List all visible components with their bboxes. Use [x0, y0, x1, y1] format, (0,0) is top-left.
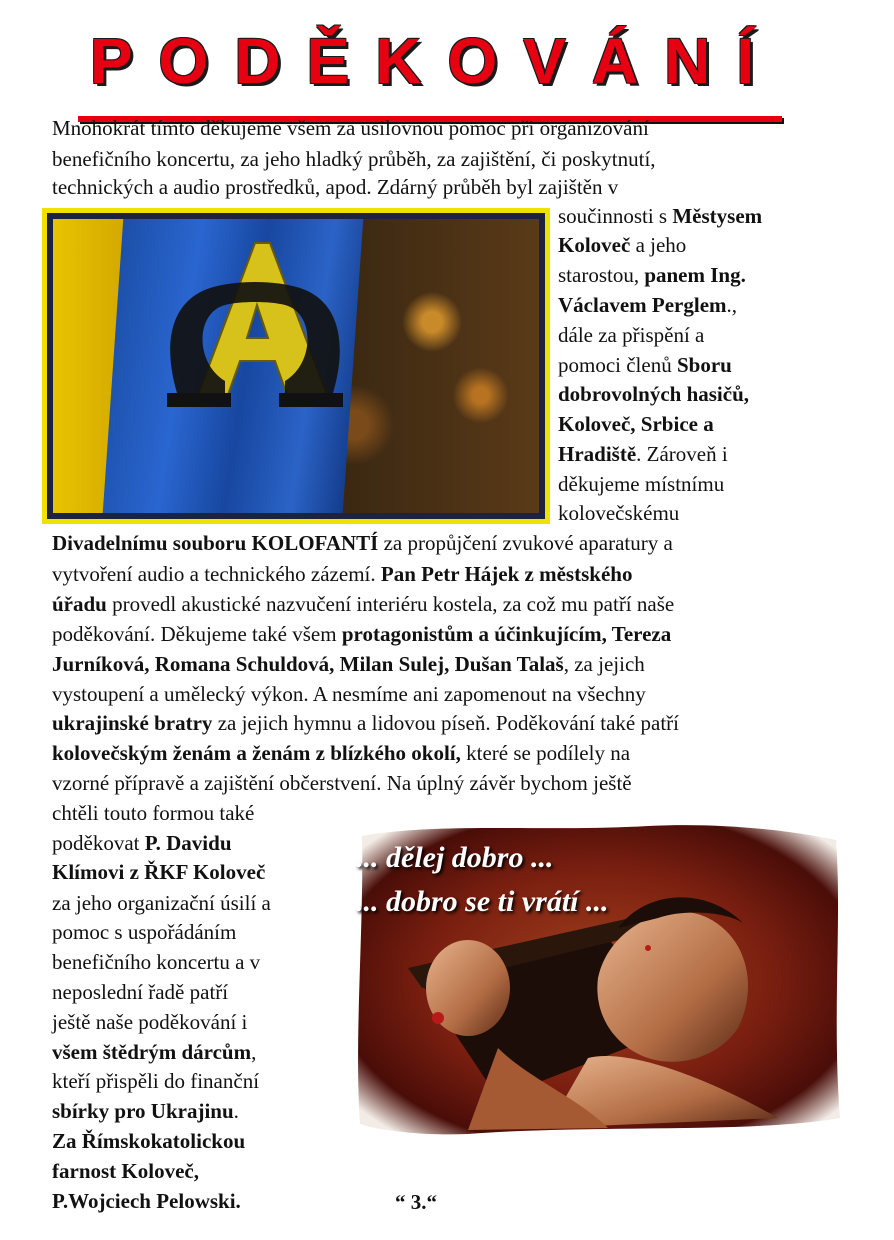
right-col-line-11: kolovečskému — [558, 501, 680, 525]
left-col-line-4: za jeho organizační úsilí a — [52, 891, 271, 915]
intro-line-3: technických a audio prostředků, apod. Zdárný průběh byl zajištěn v — [52, 175, 619, 199]
page-title — [70, 26, 800, 106]
mid-line-8: kolovečským ženám a ženám z blízkého okolí, které se podílely na — [52, 741, 631, 765]
left-col-line-10: kteří přispěli do finanční — [52, 1069, 260, 1093]
mid-line-5: Jurníková, Romana Schuldová, Milan Sulej, Dušan Talaš, za jejich — [52, 652, 645, 676]
caption-line-1: ... dělej dobro ... — [356, 841, 554, 874]
right-col-line-5: dále za přispění a — [558, 323, 705, 347]
image-caption — [348, 836, 856, 924]
left-col-line-7: neposlední řadě patří — [52, 980, 229, 1004]
left-col-line-9: všem štědrým dárcům, — [52, 1040, 257, 1064]
mid-line-3: úřadu provedl akustické nazvučení interiéru kostela, za což mu patří naše — [52, 592, 675, 616]
left-col-line-5: pomoc s uspořádáním — [52, 920, 237, 944]
page-number: “ 3.“ — [395, 1190, 437, 1214]
right-col-line-4: Václavem Perglem., — [558, 293, 738, 317]
right-col-line-6: pomoci členů Sboru — [558, 353, 732, 377]
caption-line-2: ... dobro se ti vrátí ... — [356, 885, 609, 918]
left-col-line-6: benefičního koncertu a v — [52, 950, 261, 974]
left-col-line-3: Klímovi z ŘKF Koloveč — [52, 860, 266, 884]
mid-line-7: ukrajinské bratry za jejich hymnu a lidovou píseň. Poděkování také patří — [52, 711, 679, 735]
left-col-line-2: poděkovat P. Davidu — [52, 831, 232, 855]
right-col-line-2: Koloveč a jeho — [558, 233, 687, 257]
title-text: PODĚKOVÁNÍ — [89, 25, 781, 97]
right-col-line-8: Koloveč, Srbice a — [558, 412, 714, 436]
signature-line-2: farnost Koloveč, — [52, 1159, 199, 1183]
right-col-line-3: starostou, panem Ing. — [558, 263, 746, 287]
right-col-line-10: děkujeme místnímu — [558, 472, 725, 496]
mid-line-1: Divadelnímu souboru KOLOFANTÍ za propůjčení zvukové aparatury a — [52, 531, 673, 555]
left-col-line-1: chtěli touto formou také — [52, 801, 255, 825]
signature-line-1: Za Římskokatolickou — [52, 1129, 246, 1153]
left-col-line-11: sbírky pro Ukrajinu. — [52, 1099, 239, 1123]
left-col-line-8: ještě naše poděkování i — [52, 1010, 248, 1034]
right-col-line-9: Hradiště. Zároveň i — [558, 442, 728, 466]
ukraine-flag-alpha-omega-image — [42, 208, 550, 524]
mid-line-9: vzorné přípravě a zajištění občerstvení. Na úplný závěr bychom ještě — [52, 771, 632, 795]
intro-line-2: benefičního koncertu, za jeho hladký průběh, za zajištění, či poskytnutí, — [52, 147, 656, 171]
signature-name: P.Wojciech Pelowski. — [52, 1189, 241, 1213]
right-col-line-1: součinnosti s Městysem — [558, 204, 763, 228]
right-col-line-7: dobrovolných hasičů, — [558, 382, 749, 406]
alpha-omega-icon — [155, 233, 355, 423]
mid-line-2: vytvoření audio a technického zázemí. Pan Petr Hájek z městského — [52, 562, 633, 586]
mid-line-6: vystoupení a umělecký výkon. A nesmíme ani zapomenout na všechny — [52, 682, 646, 706]
mid-line-4: poděkování. Děkujeme také všem protagonistům a účinkujícím, Tereza — [52, 622, 672, 646]
intro-line-1: Mnohokrát tímto děkujeme všem za usilovnou pomoc při organizování — [52, 116, 649, 140]
